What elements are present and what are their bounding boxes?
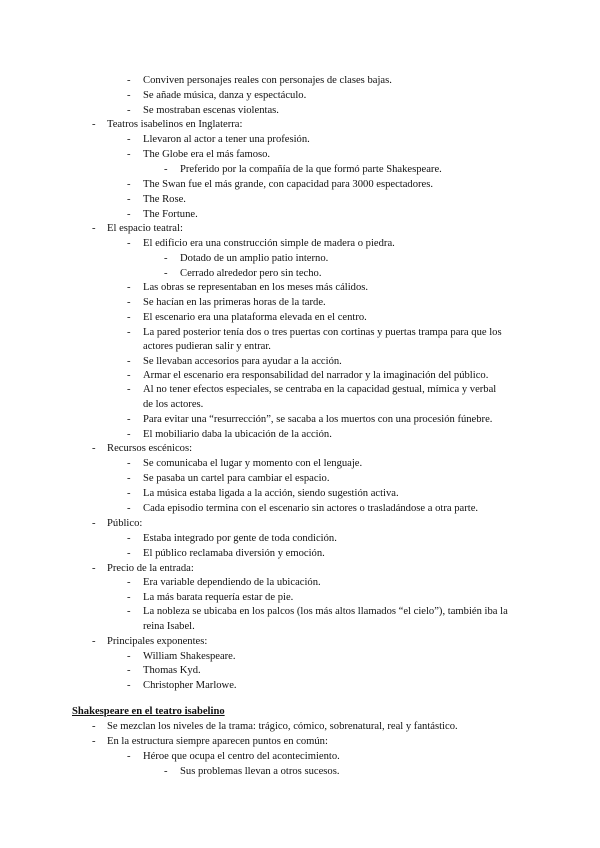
- list-item: Principales exponentes:: [107, 636, 208, 647]
- list-item-continuation: reina Isabel.: [143, 621, 195, 632]
- bullet-dash: -: [92, 636, 96, 647]
- bullet-dash: -: [127, 606, 131, 617]
- bullet-dash: -: [92, 563, 96, 574]
- sub-sub-list-item: Sus problemas llevan a otros sucesos.: [180, 766, 340, 777]
- list-item: Recursos escénicos:: [107, 443, 193, 454]
- list-item: En la estructura siempre aparecen puntos en común:: [107, 736, 328, 747]
- bullet-dash: -: [127, 75, 131, 86]
- sub-list-item: Estaba integrado por gente de toda condición.: [143, 533, 337, 544]
- sub-list-item: Llevaron al actor a tener una profesión.: [143, 134, 310, 145]
- bullet-dash: -: [127, 370, 131, 381]
- bullet-dash: -: [127, 473, 131, 484]
- sub-list-item: Se hacían en las primeras horas de la tarde.: [143, 297, 326, 308]
- bullet-dash: -: [127, 238, 131, 249]
- list-item: Público:: [107, 518, 143, 529]
- sub-sub-list-item: Dotado de un amplio patio interno.: [180, 253, 329, 264]
- sub-list-item: The Swan fue el más grande, con capacidad para 3000 espectadores.: [143, 179, 434, 190]
- sub-list-item: La música estaba ligada a la acción, siendo sugestión activa.: [143, 488, 399, 499]
- sub-sub-list-item: Cerrado alrededor pero sin techo.: [180, 268, 322, 279]
- bullet-dash: -: [92, 736, 96, 747]
- sub-list-item: Se comunicaba el lugar y momento con el lenguaje.: [143, 458, 363, 469]
- bullet-dash: -: [127, 312, 131, 323]
- bullet-dash: -: [92, 721, 96, 732]
- bullet-dash: -: [92, 119, 96, 130]
- bullet-dash: -: [92, 223, 96, 234]
- sub-list-item: Thomas Kyd.: [143, 665, 201, 676]
- sub-list-item: Conviven personajes reales con personajes de clases bajas.: [143, 75, 392, 86]
- sub-list-item: Para evitar una “resurrección”, se sacaba a los muertos con una procesión fúnebre.: [143, 414, 493, 425]
- bullet-dash: -: [127, 680, 131, 691]
- list-item: Precio de la entrada:: [107, 563, 194, 574]
- bullet-dash: -: [127, 194, 131, 205]
- bullet-dash: -: [127, 384, 131, 395]
- sub-list-item: The Rose.: [143, 194, 186, 205]
- bullet-dash: -: [164, 766, 168, 777]
- sub-list-item: Era variable dependiendo de la ubicación.: [143, 577, 321, 588]
- sub-list-item: Héroe que ocupa el centro del acontecimiento.: [143, 751, 340, 762]
- sub-list-item: Se pasaba un cartel para cambiar el espacio.: [143, 473, 330, 484]
- bullet-dash: -: [127, 209, 131, 220]
- bullet-dash: -: [127, 356, 131, 367]
- sub-list-item: El público reclamaba diversión y emoción.: [143, 548, 325, 559]
- bullet-dash: -: [127, 533, 131, 544]
- sub-list-item: Se añade música, danza y espectáculo.: [143, 90, 307, 101]
- list-item: Teatros isabelinos en Inglaterra:: [107, 119, 243, 130]
- list-item: El espacio teatral:: [107, 223, 183, 234]
- bullet-dash: -: [127, 134, 131, 145]
- bullet-dash: -: [164, 268, 168, 279]
- bullet-dash: -: [127, 488, 131, 499]
- bullet-dash: -: [127, 651, 131, 662]
- bullet-dash: -: [127, 548, 131, 559]
- bullet-dash: -: [127, 751, 131, 762]
- sub-list-item: The Globe era el más famoso.: [143, 149, 271, 160]
- bullet-dash: -: [164, 164, 168, 175]
- bullet-dash: -: [127, 105, 131, 116]
- bullet-dash: -: [127, 179, 131, 190]
- sub-sub-list-item: Preferido por la compañía de la que formó parte Shakespeare.: [180, 164, 442, 175]
- sub-list-item: Las obras se representaban en los meses más cálidos.: [143, 282, 369, 293]
- bullet-dash: -: [127, 665, 131, 676]
- sub-list-item: Al no tener efectos especiales, se centraba en la capacidad gestual, mímica y verbal: [143, 384, 497, 395]
- sub-list-item: The Fortune.: [143, 209, 198, 220]
- sub-list-item: Se mostraban escenas violentas.: [143, 105, 279, 116]
- bullet-dash: -: [127, 297, 131, 308]
- sub-list-item: La pared posterior tenía dos o tres puertas con cortinas y puertas trampa para que los: [143, 327, 502, 338]
- sub-list-item: La nobleza se ubicaba en los palcos (los más altos llamados “el cielo”), también iba la: [143, 606, 508, 617]
- sub-list-item: Se llevaban accesorios para ayudar a la acción.: [143, 356, 342, 367]
- sub-list-item: El edificio era una construcción simple de madera o piedra.: [143, 238, 395, 249]
- list-item-continuation: de los actores.: [143, 399, 204, 410]
- bullet-dash: -: [127, 577, 131, 588]
- bullet-dash: -: [127, 327, 131, 338]
- bullet-dash: -: [127, 429, 131, 440]
- bullet-dash: -: [127, 458, 131, 469]
- sub-list-item: La más barata requería estar de pie.: [143, 592, 294, 603]
- bullet-dash: -: [127, 592, 131, 603]
- bullet-dash: -: [127, 149, 131, 160]
- bullet-dash: -: [92, 518, 96, 529]
- bullet-dash: -: [127, 90, 131, 101]
- list-item: Se mezclan los niveles de la trama: trágico, cómico, sobrenatural, real y fantástico.: [107, 721, 458, 732]
- bullet-dash: -: [127, 503, 131, 514]
- bullet-dash: -: [127, 282, 131, 293]
- bullet-dash: -: [164, 253, 168, 264]
- sub-list-item: Armar el escenario era responsabilidad del narrador y la imaginación del público.: [143, 370, 489, 381]
- list-item-continuation: actores pudieran salir y entrar.: [143, 341, 271, 352]
- sub-list-item: Cada episodio termina con el escenario sin actores o trasladándose a otra parte.: [143, 503, 479, 514]
- sub-list-item: El mobiliario daba la ubicación de la acción.: [143, 429, 332, 440]
- bullet-dash: -: [127, 414, 131, 425]
- sub-list-item: El escenario era una plataforma elevada en el centro.: [143, 312, 367, 323]
- sub-list-item: Christopher Marlowe.: [143, 680, 237, 691]
- sub-list-item: William Shakespeare.: [143, 651, 236, 662]
- section-heading: Shakespeare en el teatro isabelino: [72, 706, 225, 717]
- bullet-dash: -: [92, 443, 96, 454]
